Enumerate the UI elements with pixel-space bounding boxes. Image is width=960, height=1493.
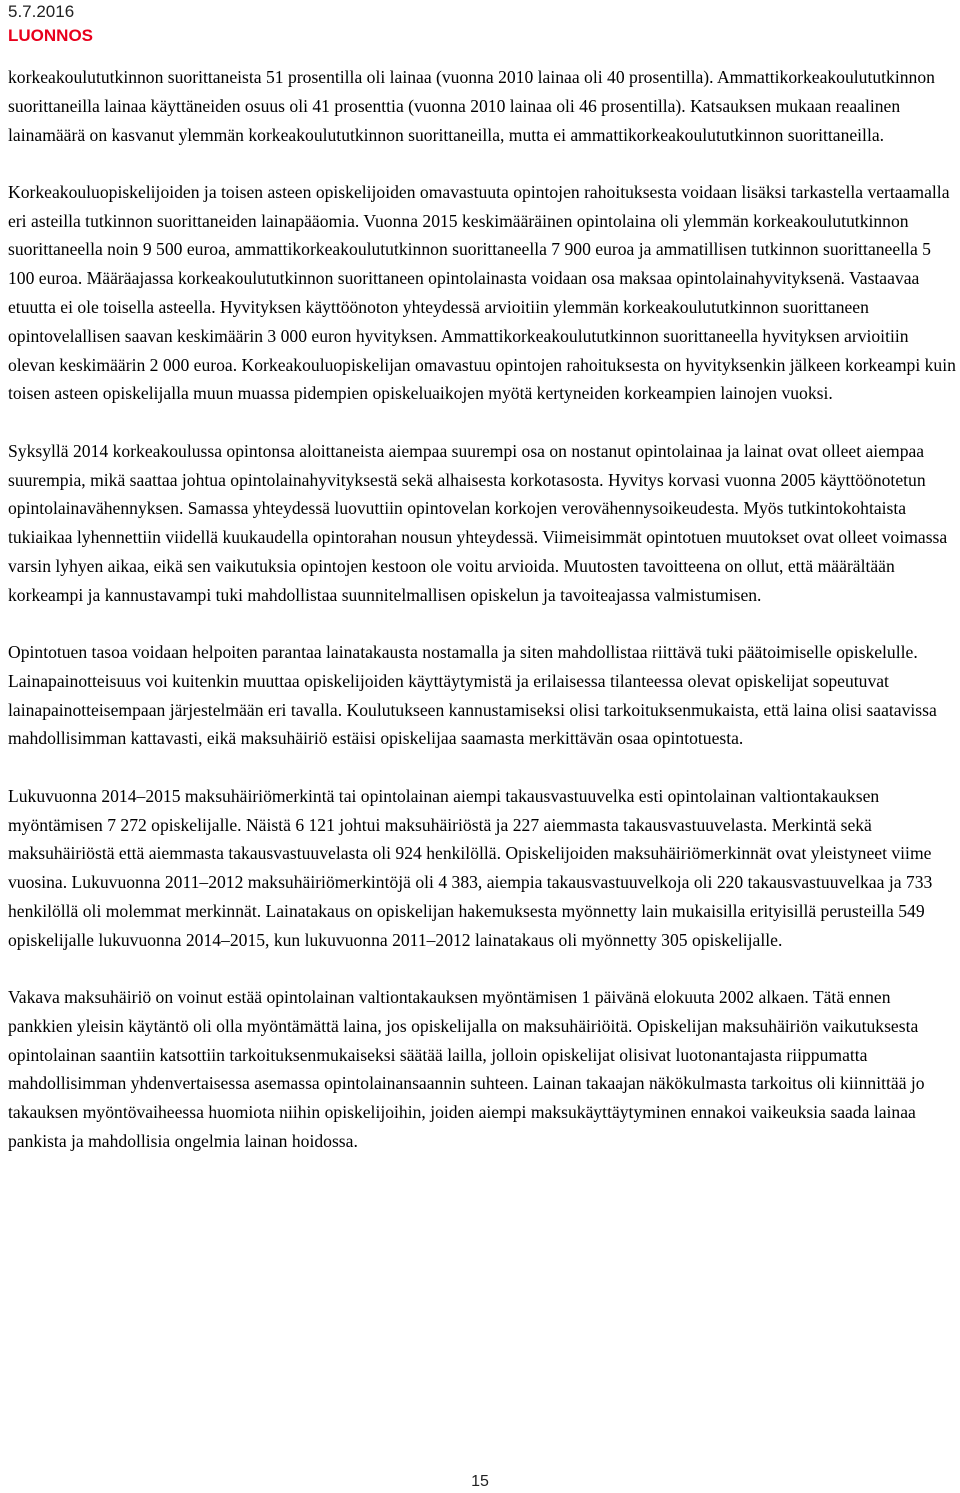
header-date: 5.7.2016 [8, 2, 75, 21]
paragraph-4: Opintotuen tasoa voidaan helpoiten parantaa lainatakausta nostamalla ja siten mahdollistaa riittävä tuki päätoimiselle opiskelulle. Lainapainotteisuus voi kuitenkin muuttaa opiskelijoiden käyttäytymistä ja erilaisessa tilanteessa olevat opiskelijat sopeutuvat lainapainotteisempaan järjestelmään eri tavalla. Koulutukseen kannustamiseksi olisi tarkoituksenmukaista, että laina olisi saatavissa mahdollisimman kattavasti, eikä maksuhäiriö estäisi opiskelijaa saamasta merkittävän osaa opintotuesta. [8, 642, 937, 749]
draft-label: LUONNOS [8, 26, 93, 45]
paragraph-6: Vakava maksuhäiriö on voinut estää opintolainan valtiontakauksen myöntämisen 1 päivänä elokuuta 2002 alkaen. Tätä ennen pankkien yleisin käytäntö oli olla myöntämättä laina, jos opiskelijalla on maksuhäiriöitä. Opiskelijan maksuhäiriön vaikutuksesta opintolainan saantiin katsottiin tarkoituksenmukaiseksi säätää lailla, jolloin opiskelijat olisivat luotonantajasta riippumatta mahdollisimman yhdenvertaisessa asemassa opintolainansaannin suhteen. Lainan takaajan näkökulmasta tarkoitus oli kiinnittää jo takauksen myöntövaiheessa huomiota niihin opiskelijoihin, joiden aiempi maksukäyttäytyminen ennakoi vaikeuksia saada lainaa pankista ja mahdollisia ongelmia lainan hoidossa. [8, 987, 925, 1151]
page-number: 15 [471, 1473, 489, 1490]
paragraph-3: Syksyllä 2014 korkeakoulussa opintonsa aloittaneista aiempaa suurempi osa on nostanut opintolainaa ja lainat ovat olleet aiempaa suurempia, mikä saattaa johtua opintolainahyvityksestä sekä alhaisesta korkotasosta. Hyvitys korvasi vuonna 2005 käyttöönotetun opintolainavähennyksen. Samassa yhteydessä luovuttiin opintovelan korkojen verovähennysoikeudesta. Myös tutkintokohtaista tukiaikaa lyhennettiin viidellä kuukaudella opintorahan nousun yhteydessä. Viimeisimmät opintotuen muutokset ovat olleet voimassa varsin lyhyen aikaa, eikä sen vaikutuksia opintojen kestoon ole voitu arvioida. Muutosten tavoitteena on ollut, että määrältään korkeampi ja kannustavampi tuki mahdollistaa suunnitelmallisen opiskelun ja tavoiteajassa valmistumisen. [8, 440, 948, 605]
paragraph-5: Lukuvuonna 2014–2015 maksuhäiriömerkintä tai opintolainan aiempi takausvastuuvelka esti opintolainan valtiontakauksen myöntämisen 7 272 opiskelijalle. Näistä 6 121 johtui maksuhäiriöstä ja 227 aiemmasta takausvastuuvelasta. Merkintä sekä maksuhäiriöstä että aiemmasta takausvastuuvelasta oli 924 henkilöllä. Opiskelijoiden maksuhäiriömerkinnät ovat yleistyneet viime vuosina. Lukuvuonna 2011–2012 maksuhäiriömerkintöjä oli 4 383, aiempia takausvastuuvelkoja oli 220 takausvastuuvelkaa ja 733 henkilöllä oli molemmat merkinnät. Lainatakaus on opiskelijan hakemuksesta myönnetty lain mukaisilla erityisillä perusteilla 549 opiskelijalle lukuvuonna 2014–2015, kun lukuvuonna 2011–2012 lainatakaus oli myönnetty 305 opiskelijalle. [8, 785, 933, 950]
page-header [8, 0, 93, 48]
paragraph-2: Korkeakouluopiskelijoiden ja toisen asteen opiskelijoiden omavastuuta opintojen rahoituksesta voidaan lisäksi tarkastella vertaamalla eri asteilla tutkinnon suorittaneiden lainapääomia. Vuonna 2015 keskimääräinen opintolaina oli ylemmän korkeakoulututkinnon suorittaneella noin 9 500 euroa, ammattikorkeakoulututkinnon suorittaneella 7 900 euroa ja ammatillisen tutkinnon suorittaneella 5 100 euroa. Määräajassa korkeakoulututkinnon suorittaneen opintolainasta voidaan osa maksaa opintolainahyvityksenä. Vastaavaa etuutta ei ole toisella asteella. Hyvityksen käyttöönoton yhteydessä arvioitiin ylemmän korkeakoulututkinnon suorittaneen opintovelallisen saavan keskimäärin 3 000 euron hyvityksen. Ammattikorkeakoulututkinnon suorittaneella hyvityksen arvioitiin olevan keskimäärin 2 000 euroa. Korkeakouluopiskelijan omavastuu opintojen rahoituksesta on hyvityksenkin jälkeen korkeampi kuin toisen asteen opiskelijalla muun muassa pidempien opiskeluaikojen myötä kertyneiden korkeampien lainojen vuoksi. [8, 181, 956, 404]
document-body [8, 63, 958, 1184]
paragraph-1: korkeakoulututkinnon suorittaneista 51 prosentilla oli lainaa (vuonna 2010 lainaa oli 40 prosentilla). Ammattikorkeakoulututkinnon suorittaneilla lainaa käyttäneiden osuus oli 41 prosenttia (vuonna 2010 lainaa oli 46 prosentilla). Katsauksen mukaan reaalinen lainamäärä on kasvanut ylemmän korkeakoulututkinnon suorittaneilla, mutta ei ammattikorkeakoulututkinnon suorittaneilla. [8, 67, 935, 145]
